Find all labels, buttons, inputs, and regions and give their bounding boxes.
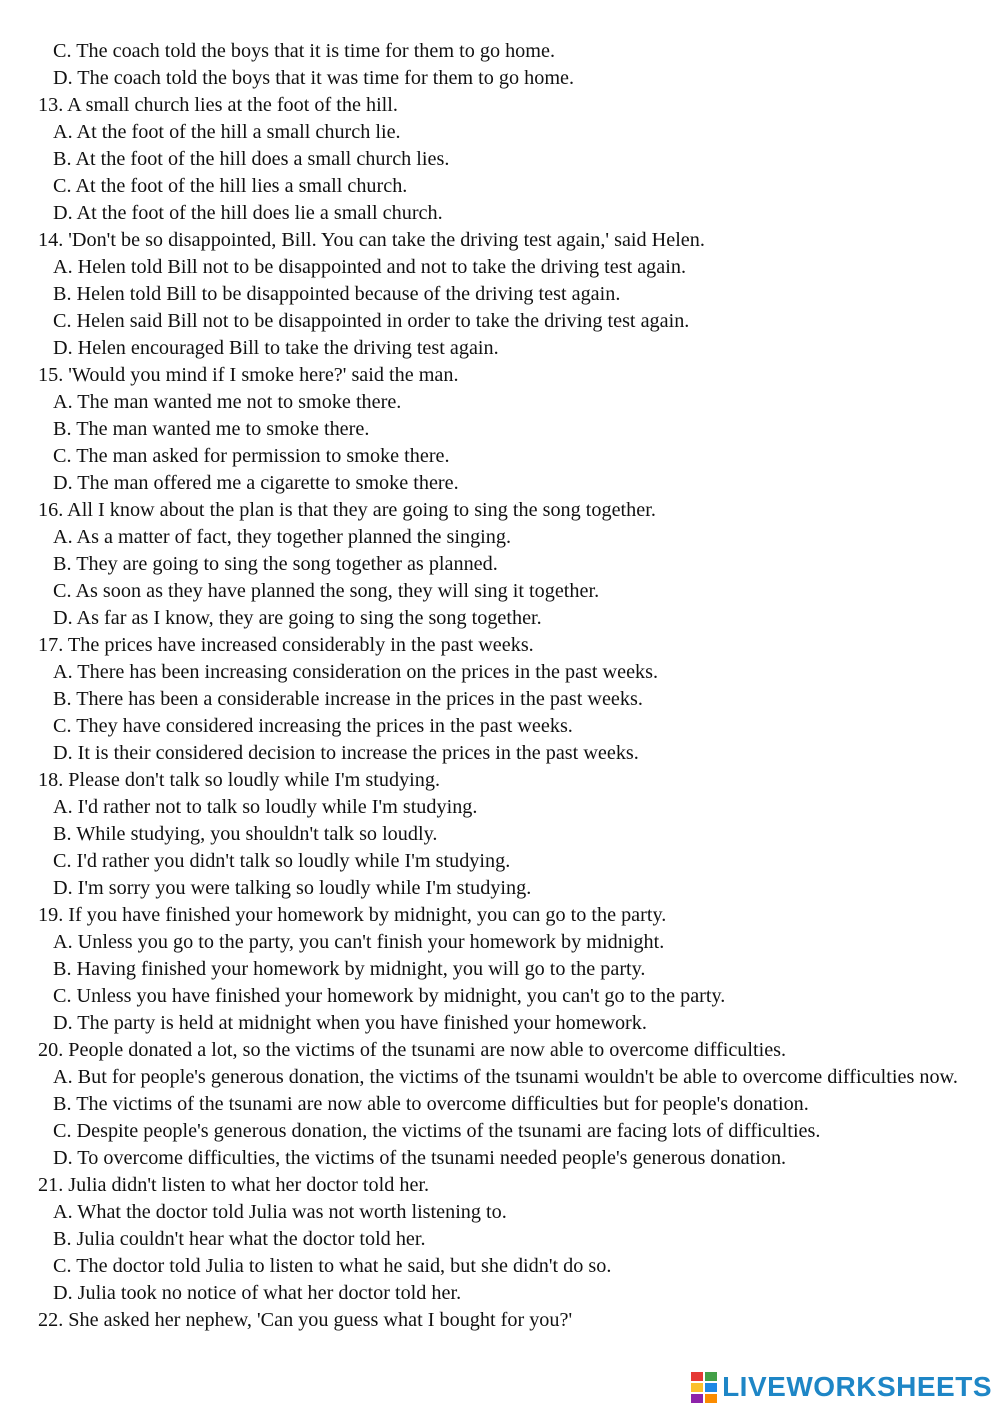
answer-option: B. At the foot of the hill does a small church lies. <box>53 148 450 170</box>
answer-option: A. Unless you go to the party, you can't finish your homework by midnight. <box>53 931 665 953</box>
answer-option: B. Julia couldn't hear what the doctor told her. <box>53 1228 426 1250</box>
answer-option: B. They are going to sing the song together as planned. <box>53 553 498 575</box>
answer-option: C. The doctor told Julia to listen to what he said, but she didn't do so. <box>53 1255 612 1277</box>
question-stem: 21. Julia didn't listen to what her doctor told her. <box>38 1174 430 1196</box>
answer-option: D. As far as I know, they are going to sing the song together. <box>53 607 542 629</box>
answer-option: D. It is their considered decision to increase the prices in the past weeks. <box>53 742 639 764</box>
question-stem: 15. 'Would you mind if I smoke here?' said the man. <box>38 364 459 386</box>
answer-option: C. The man asked for permission to smoke there. <box>53 445 450 467</box>
answer-option: C. Helen said Bill not to be disappointed in order to take the driving test again. <box>53 310 690 332</box>
answer-option: C. The coach told the boys that it is time for them to go home. <box>53 40 555 62</box>
answer-option: D. The coach told the boys that it was time for them to go home. <box>53 67 575 89</box>
answer-option: A. At the foot of the hill a small church lie. <box>53 121 401 143</box>
answer-option: D. Julia took no notice of what her doctor told her. <box>53 1282 462 1304</box>
answer-option: B. While studying, you shouldn't talk so loudly. <box>53 823 438 845</box>
answer-option: D. Helen encouraged Bill to take the driving test again. <box>53 337 499 359</box>
liveworksheets-brand[interactable] <box>690 1367 992 1407</box>
question-stem: 13. A small church lies at the foot of the hill. <box>38 94 398 116</box>
question-stem: 18. Please don't talk so loudly while I'm studying. <box>38 769 441 791</box>
answer-option: A. As a matter of fact, they together planned the singing. <box>53 526 512 548</box>
answer-option: D. To overcome difficulties, the victims of the tsunami needed people's generous donation. <box>53 1147 787 1169</box>
answer-option: B. There has been a considerable increase in the prices in the past weeks. <box>53 688 643 710</box>
question-stem: 20. People donated a lot, so the victims of the tsunami are now able to overcome difficulties. <box>38 1039 787 1061</box>
answer-option: C. I'd rather you didn't talk so loudly while I'm studying. <box>53 850 511 872</box>
answer-option: B. Having finished your homework by midnight, you will go to the party. <box>53 958 646 980</box>
answer-option: D. The party is held at midnight when you have finished your homework. <box>53 1012 647 1034</box>
answer-option: D. I'm sorry you were talking so loudly while I'm studying. <box>53 877 532 899</box>
question-stem: 17. The prices have increased considerably in the past weeks. <box>38 634 534 656</box>
answer-option: D. At the foot of the hill does lie a small church. <box>53 202 443 224</box>
answer-option: C. At the foot of the hill lies a small church. <box>53 175 408 197</box>
answer-option: A. I'd rather not to talk so loudly while I'm studying. <box>53 796 478 818</box>
liveworksheets-logo-icon <box>690 1370 718 1404</box>
question-stem: 19. If you have finished your homework by midnight, you can go to the party. <box>38 904 667 926</box>
answer-option: C. Unless you have finished your homework by midnight, you can't go to the party. <box>53 985 726 1007</box>
answer-option: C. They have considered increasing the prices in the past weeks. <box>53 715 573 737</box>
question-stem: 22. She asked her nephew, 'Can you guess what I bought for you?' <box>38 1309 573 1331</box>
question-stem: 14. 'Don't be so disappointed, Bill. You can take the driving test again,' said Helen. <box>38 229 705 251</box>
answer-option: D. The man offered me a cigarette to smoke there. <box>53 472 459 494</box>
question-stem: 16. All I know about the plan is that they are going to sing the song together. <box>38 499 656 521</box>
answer-option: C. As soon as they have planned the song, they will sing it together. <box>53 580 600 602</box>
answer-option: C. Despite people's generous donation, the victims of the tsunami are facing lots of difficulties. <box>53 1120 821 1142</box>
answer-option: A. The man wanted me not to smoke there. <box>53 391 402 413</box>
answer-option: A. But for people's generous donation, the victims of the tsunami wouldn't be able to overcome difficulties now. <box>53 1066 958 1088</box>
answer-option: B. The victims of the tsunami are now able to overcome difficulties but for people's donation. <box>53 1093 809 1115</box>
answer-option: A. Helen told Bill not to be disappointed and not to take the driving test again. <box>53 256 686 278</box>
answer-option: B. The man wanted me to smoke there. <box>53 418 370 440</box>
answer-option: B. Helen told Bill to be disappointed because of the driving test again. <box>53 283 621 305</box>
worksheet-content <box>38 38 968 1334</box>
brand-name: LIVEWORKSHEETS <box>722 1371 992 1402</box>
answer-option: A. What the doctor told Julia was not worth listening to. <box>53 1201 507 1223</box>
answer-option: A. There has been increasing consideration on the prices in the past weeks. <box>53 661 659 683</box>
